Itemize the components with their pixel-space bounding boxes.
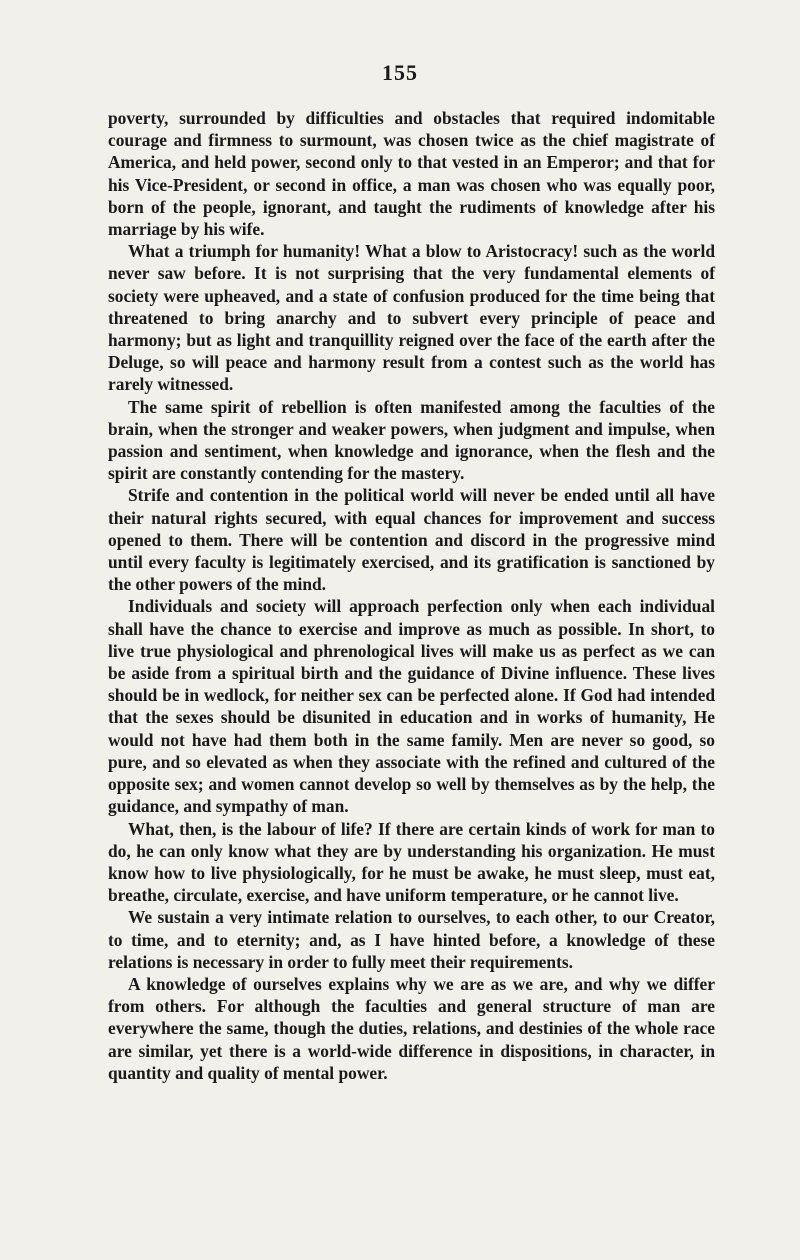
paragraph: poverty, surrounded by difficulties and obstacles that required indomitable courage and firmness to surmount, was chosen twice as the chief magistrate of America, and held power, second only to that vested in an Emperor; and that for his Vice-President, or second in office, a man was chosen who was equally poor, born of the people, ignorant, and taught the rudiments of knowledge after his marriage by his wife. [108,108,715,240]
paragraph: We sustain a very intimate relation to ourselves, to each other, to our Creator, to time, and to eternity; and, as I have hinted before, a knowledge of these relations is necessary in order to fully meet their requirements. [108,907,715,972]
paragraph: What, then, is the labour of life? If there are certain kinds of work for man to do, he can only know what they are by understanding his organization. He must know how to live physiologically, for he must be awake, he must sleep, must eat, breathe, circulate, exercise, and have uniform temperature, or he cannot live. [108,818,715,906]
paragraph: What a triumph for humanity! What a blow to Aristocracy! such as the world never saw before. It is not surprising that the very fundamental elements of society were upheaved, and a state of confusion produced for the time being that threatened to bring anarchy and to subvert every principle of peace and harmony; but as light and tranquillity reigned over the face of the earth after the Deluge, so will peace and harmony result from a contest such as the world has rarely witnessed. [108,241,715,395]
paragraph: The same spirit of rebellion is often manifested among the faculties of the brain, when the stronger and weaker powers, when judgment and impulse, when passion and sentiment, when knowledge and ignorance, when the flesh and the spirit are constantly contending for the mastery. [108,396,715,484]
body-text [108,107,715,1084]
paragraph: Individuals and society will approach perfection only when each individual shall have the chance to exercise and improve as much as possible. In short, to live true physiological and phrenological lives will make us as perfect as we can be aside from a spiritual birth and the guidance of Divine influence. These lives should be in wedlock, for neither sex can be perfected alone. If God had intended that the sexes should be disunited in education and in works of humanity, He would not have had them both in the same family. Men are never so good, so pure, and so elevated as when they associate with the refined and cultured of the opposite sex; and women cannot develop so well by themselves as by the help, the guidance, and sympathy of man. [108,596,715,817]
paragraph: Strife and contention in the political world will never be ended until all have their natural rights secured, with equal chances for improvement and success opened to them. There will be contention and discord in the progressive mind until every faculty is legitimately exercised, and its gratification is sanctioned by the other powers of the mind. [108,485,715,595]
page-number: 155 [382,60,418,85]
paragraph: A knowledge of ourselves explains why we are as we are, and why we differ from others. For although the faculties and general structure of man are everywhere the same, though the duties, relations, and destinies of the whole race are similar, yet there is a world-wide difference in dispositions, in character, in quantity and quality of mental power. [108,973,715,1083]
